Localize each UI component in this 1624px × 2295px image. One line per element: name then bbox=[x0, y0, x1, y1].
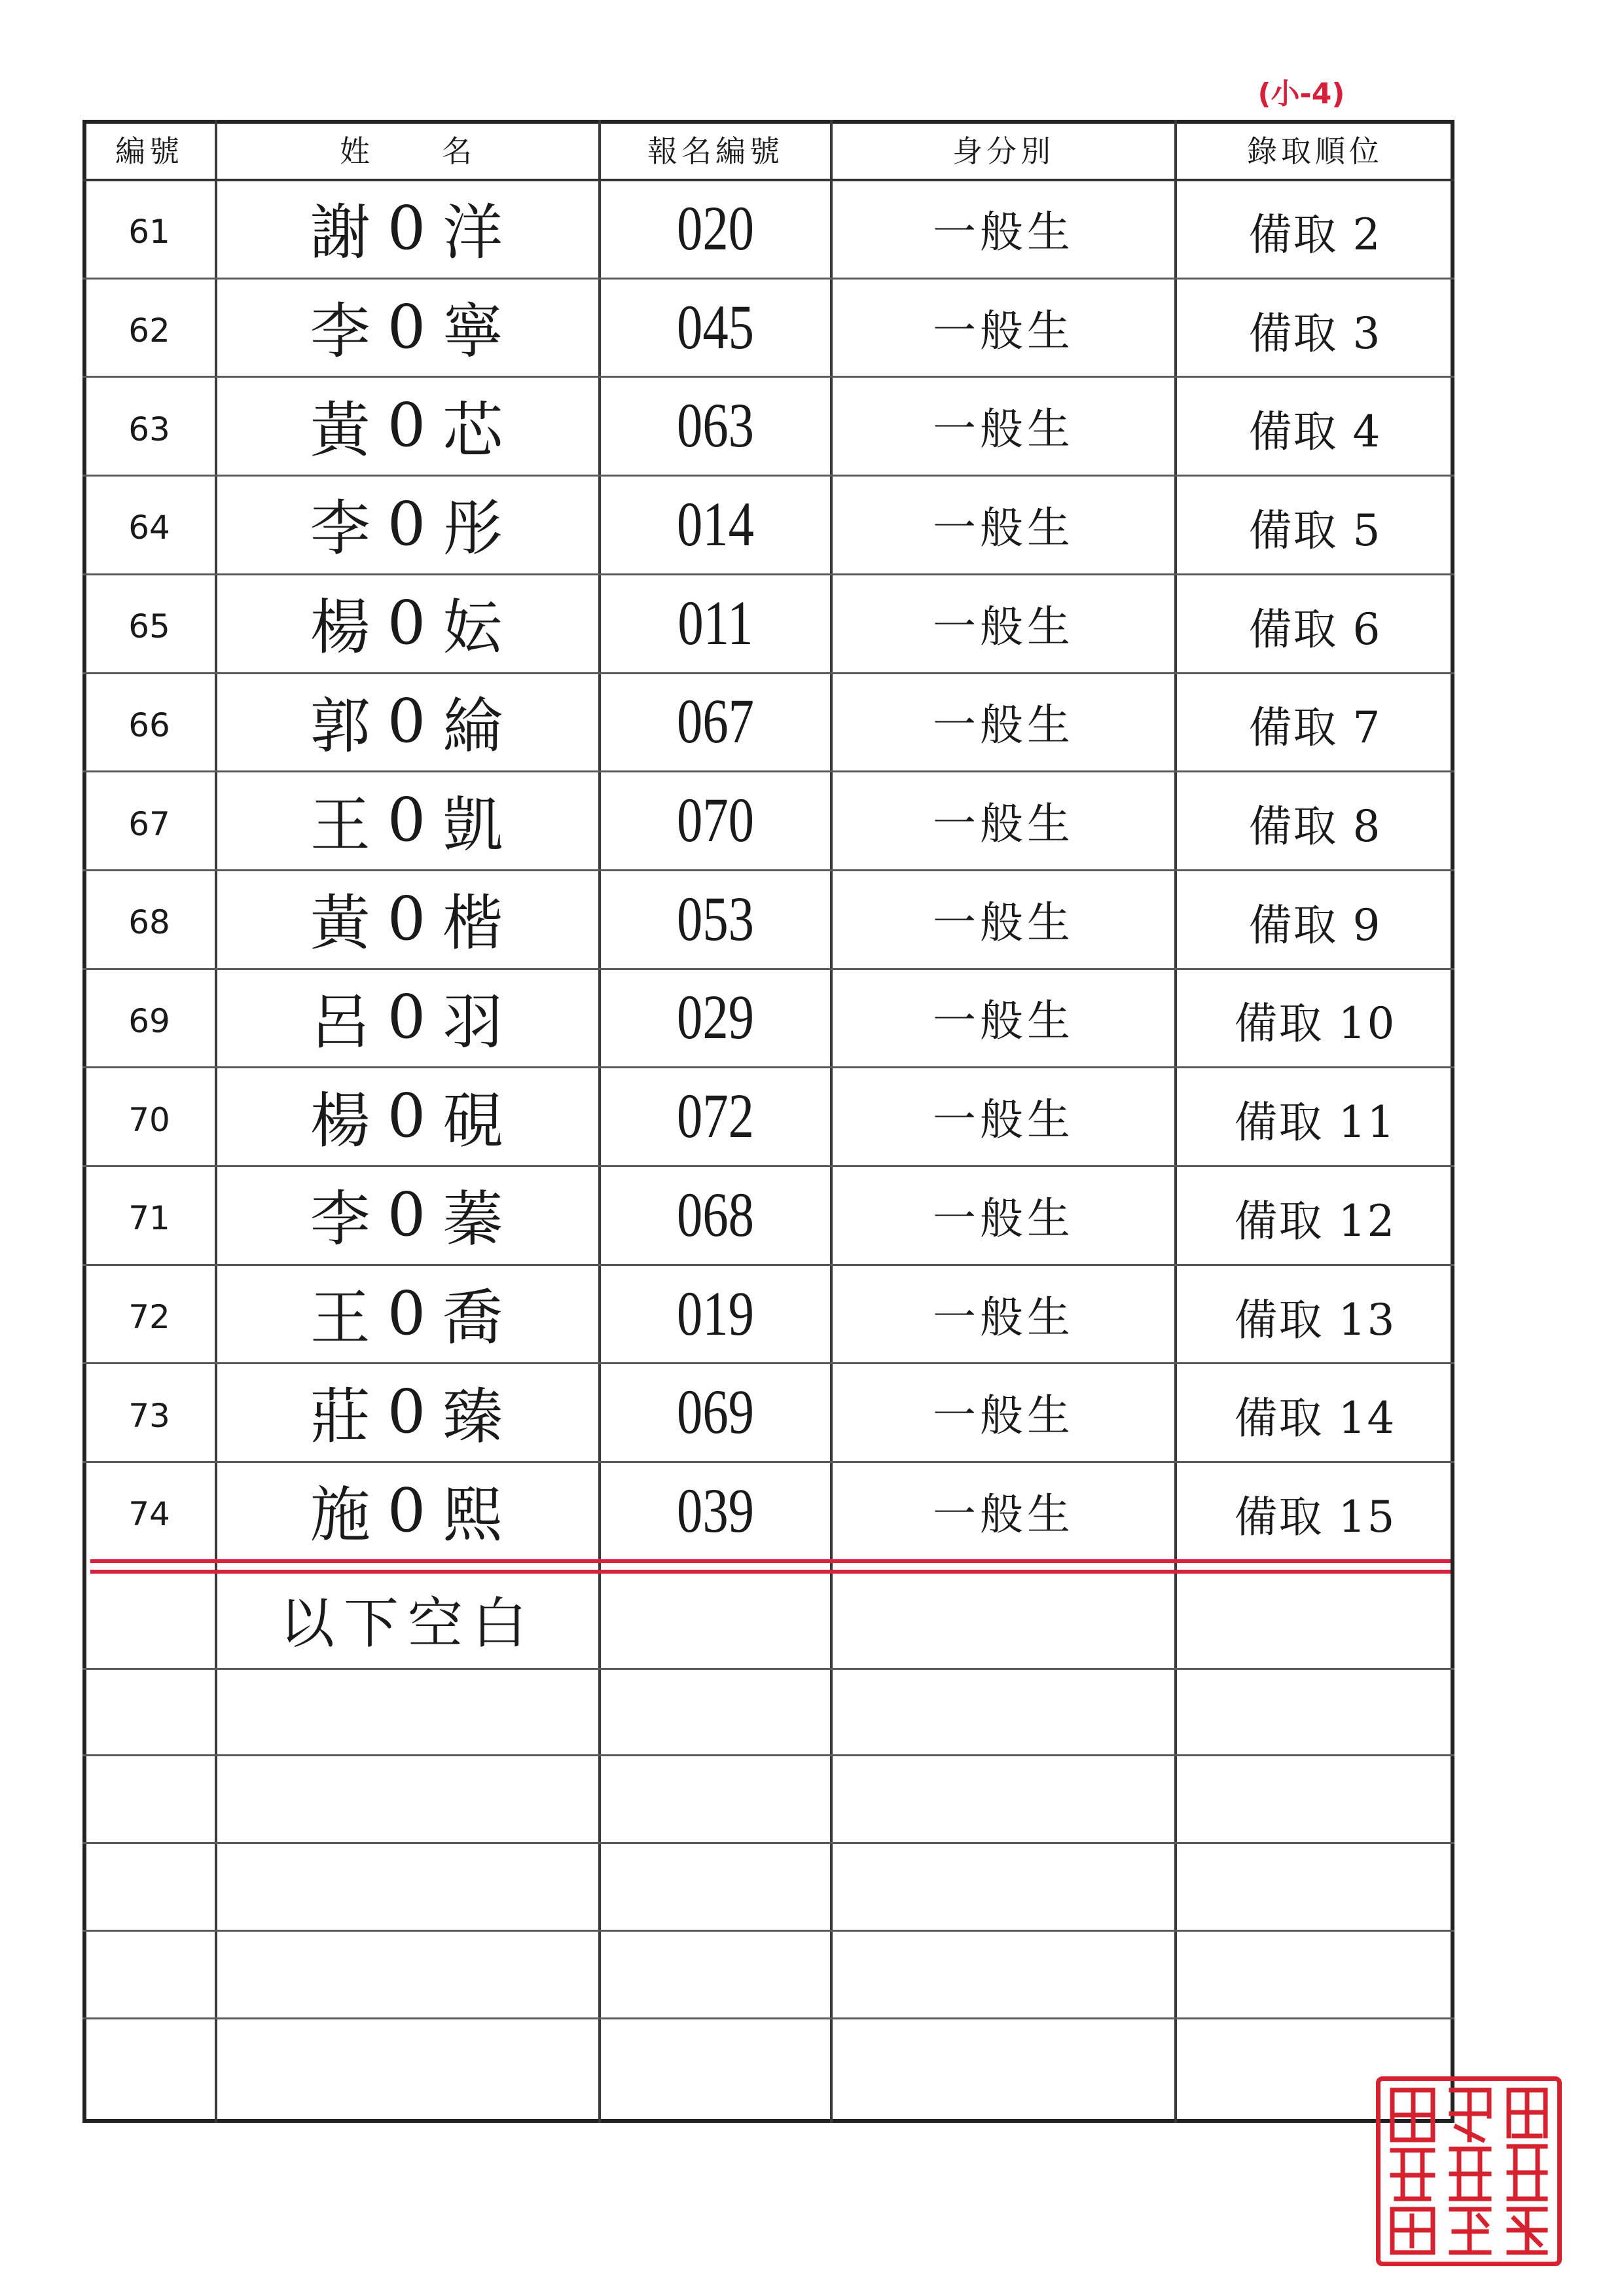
admission-rank: 備取 10 bbox=[1234, 998, 1396, 1049]
admission-rank: 備取 5 bbox=[1248, 505, 1382, 556]
name-char: 臻 bbox=[442, 1381, 506, 1452]
registration-number: 063 bbox=[676, 390, 755, 461]
admission-rank: 備取 11 bbox=[1234, 1097, 1396, 1148]
name-char: 0 bbox=[387, 785, 429, 856]
header-cell: 編號 bbox=[115, 134, 183, 169]
name-char: 0 bbox=[387, 1081, 429, 1151]
name-char: 0 bbox=[387, 488, 429, 559]
page-code: (小-4) bbox=[1257, 77, 1345, 111]
registration-number: 045 bbox=[676, 291, 755, 362]
name-char: 羽 bbox=[442, 986, 506, 1057]
name-char: 呂 bbox=[310, 986, 373, 1057]
row-number: 71 bbox=[128, 1199, 170, 1238]
admission-rank: 備取 8 bbox=[1248, 801, 1382, 852]
name-char: 郭 bbox=[310, 691, 373, 761]
name-char: 0 bbox=[387, 390, 429, 461]
row-number: 61 bbox=[128, 213, 170, 251]
applicant-name bbox=[216, 1362, 600, 1461]
row-number: 64 bbox=[128, 509, 170, 547]
applicant-type: 一般生 bbox=[933, 1489, 1074, 1540]
admission-rank: 備取 7 bbox=[1248, 702, 1382, 753]
blank-note: 以下空白 bbox=[279, 1591, 536, 1655]
blank-row-divider bbox=[82, 1754, 1454, 1756]
row-number: 63 bbox=[128, 410, 170, 448]
registration-number: 053 bbox=[676, 883, 755, 954]
blank-row-divider bbox=[82, 1842, 1454, 1844]
name-char: 0 bbox=[387, 587, 429, 658]
applicant-name bbox=[216, 179, 600, 278]
applicant-type: 一般生 bbox=[933, 305, 1074, 356]
registration-number: 039 bbox=[676, 1475, 755, 1545]
name-char: 李 bbox=[310, 297, 373, 367]
registration-number: 014 bbox=[676, 488, 755, 559]
header-cell: 報名編號 bbox=[647, 134, 784, 169]
applicant-name bbox=[216, 1066, 600, 1165]
applicant-name bbox=[216, 869, 600, 968]
applicant-name bbox=[216, 278, 600, 376]
name-char: 彤 bbox=[442, 494, 506, 564]
name-char: 謝 bbox=[310, 198, 373, 268]
applicant-type: 一般生 bbox=[933, 206, 1074, 257]
applicant-name bbox=[216, 573, 600, 672]
applicant-type: 一般生 bbox=[933, 502, 1074, 553]
row-number: 68 bbox=[128, 903, 170, 942]
applicant-type: 一般生 bbox=[933, 799, 1074, 850]
name-char: 0 bbox=[387, 1278, 429, 1348]
name-char: 硯 bbox=[442, 1085, 506, 1156]
name-char: 0 bbox=[387, 1179, 429, 1250]
admission-rank: 備取 3 bbox=[1248, 308, 1382, 359]
admission-rank: 備取 14 bbox=[1234, 1393, 1396, 1444]
name-char: 熙 bbox=[442, 1480, 506, 1551]
name-char: 洋 bbox=[442, 198, 506, 268]
name-char: 妘 bbox=[442, 592, 506, 663]
name-char: 0 bbox=[387, 1377, 429, 1447]
name-char: 李 bbox=[310, 494, 373, 564]
row-number: 67 bbox=[128, 804, 170, 843]
blank-row-divider bbox=[82, 2017, 1454, 2019]
name-char: 楷 bbox=[442, 888, 506, 959]
name-char: 楊 bbox=[310, 592, 373, 663]
name-char: 莊 bbox=[310, 1381, 373, 1452]
header-cell: 姓 名 bbox=[340, 134, 476, 169]
header-cell: 錄取順位 bbox=[1247, 134, 1383, 169]
applicant-type: 一般生 bbox=[933, 1094, 1074, 1146]
applicant-name bbox=[216, 475, 600, 573]
blank-row-divider bbox=[82, 1668, 1454, 1670]
registration-number: 019 bbox=[676, 1278, 755, 1348]
official-seal-icon bbox=[1376, 2076, 1562, 2266]
name-char: 綸 bbox=[442, 691, 506, 761]
registration-number: 072 bbox=[676, 1081, 755, 1151]
admission-rank: 備取 6 bbox=[1248, 604, 1382, 655]
name-char: 芯 bbox=[442, 395, 506, 465]
seal-glyphs bbox=[1380, 2081, 1557, 2262]
admission-rank: 備取 9 bbox=[1248, 899, 1382, 950]
admission-rank: 備取 2 bbox=[1248, 209, 1382, 260]
registration-number: 069 bbox=[676, 1377, 755, 1447]
name-char: 黃 bbox=[310, 395, 373, 465]
applicant-name bbox=[216, 1461, 600, 1560]
applicant-type: 一般生 bbox=[933, 1390, 1074, 1441]
applicant-name bbox=[216, 672, 600, 771]
registration-number: 070 bbox=[676, 785, 755, 856]
name-char: 楊 bbox=[310, 1085, 373, 1156]
admission-rank: 備取 15 bbox=[1234, 1491, 1396, 1542]
applicant-name bbox=[216, 1264, 600, 1363]
name-char: 0 bbox=[387, 192, 429, 263]
name-char: 喬 bbox=[442, 1283, 506, 1354]
row-number: 74 bbox=[128, 1495, 170, 1534]
name-char: 王 bbox=[310, 789, 373, 860]
registration-number: 067 bbox=[676, 686, 755, 757]
row-number: 73 bbox=[128, 1396, 170, 1435]
end-marker-line-1 bbox=[90, 1559, 1451, 1563]
header-cell: 身分別 bbox=[952, 134, 1055, 169]
row-number: 69 bbox=[128, 1002, 170, 1040]
name-char: 0 bbox=[387, 1475, 429, 1545]
row-number: 66 bbox=[128, 706, 170, 744]
name-char: 蓁 bbox=[442, 1184, 506, 1255]
applicant-name bbox=[216, 968, 600, 1067]
name-char: 0 bbox=[387, 883, 429, 954]
name-char: 0 bbox=[387, 982, 429, 1053]
name-char: 黃 bbox=[310, 888, 373, 959]
name-char: 施 bbox=[310, 1480, 373, 1551]
applicant-type: 一般生 bbox=[933, 1193, 1074, 1244]
applicant-type: 一般生 bbox=[933, 1292, 1074, 1343]
applicant-type: 一般生 bbox=[933, 700, 1074, 751]
admission-rank: 備取 4 bbox=[1248, 407, 1382, 458]
applicant-type: 一般生 bbox=[933, 996, 1074, 1047]
name-char: 凱 bbox=[442, 789, 506, 860]
name-char: 李 bbox=[310, 1184, 373, 1255]
admission-rank: 備取 12 bbox=[1234, 1195, 1396, 1246]
name-char: 0 bbox=[387, 291, 429, 362]
row-number: 65 bbox=[128, 607, 170, 646]
name-char: 0 bbox=[387, 686, 429, 757]
row-number: 70 bbox=[128, 1100, 170, 1139]
applicant-name bbox=[216, 1165, 600, 1264]
name-char: 王 bbox=[310, 1283, 373, 1354]
applicant-name bbox=[216, 770, 600, 869]
applicant-type: 一般生 bbox=[933, 897, 1074, 948]
admission-rank: 備取 13 bbox=[1234, 1294, 1396, 1345]
name-char: 寧 bbox=[442, 297, 506, 367]
applicant-type: 一般生 bbox=[933, 404, 1074, 455]
row-number: 72 bbox=[128, 1298, 170, 1337]
registration-number: 020 bbox=[676, 192, 755, 263]
row-number: 62 bbox=[128, 312, 170, 350]
registration-number: 029 bbox=[676, 982, 755, 1053]
registration-number: 068 bbox=[676, 1179, 755, 1250]
applicant-type: 一般生 bbox=[933, 601, 1074, 652]
blank-row-divider bbox=[82, 1930, 1454, 1932]
registration-number: 011 bbox=[677, 587, 753, 658]
applicant-name bbox=[216, 376, 600, 475]
